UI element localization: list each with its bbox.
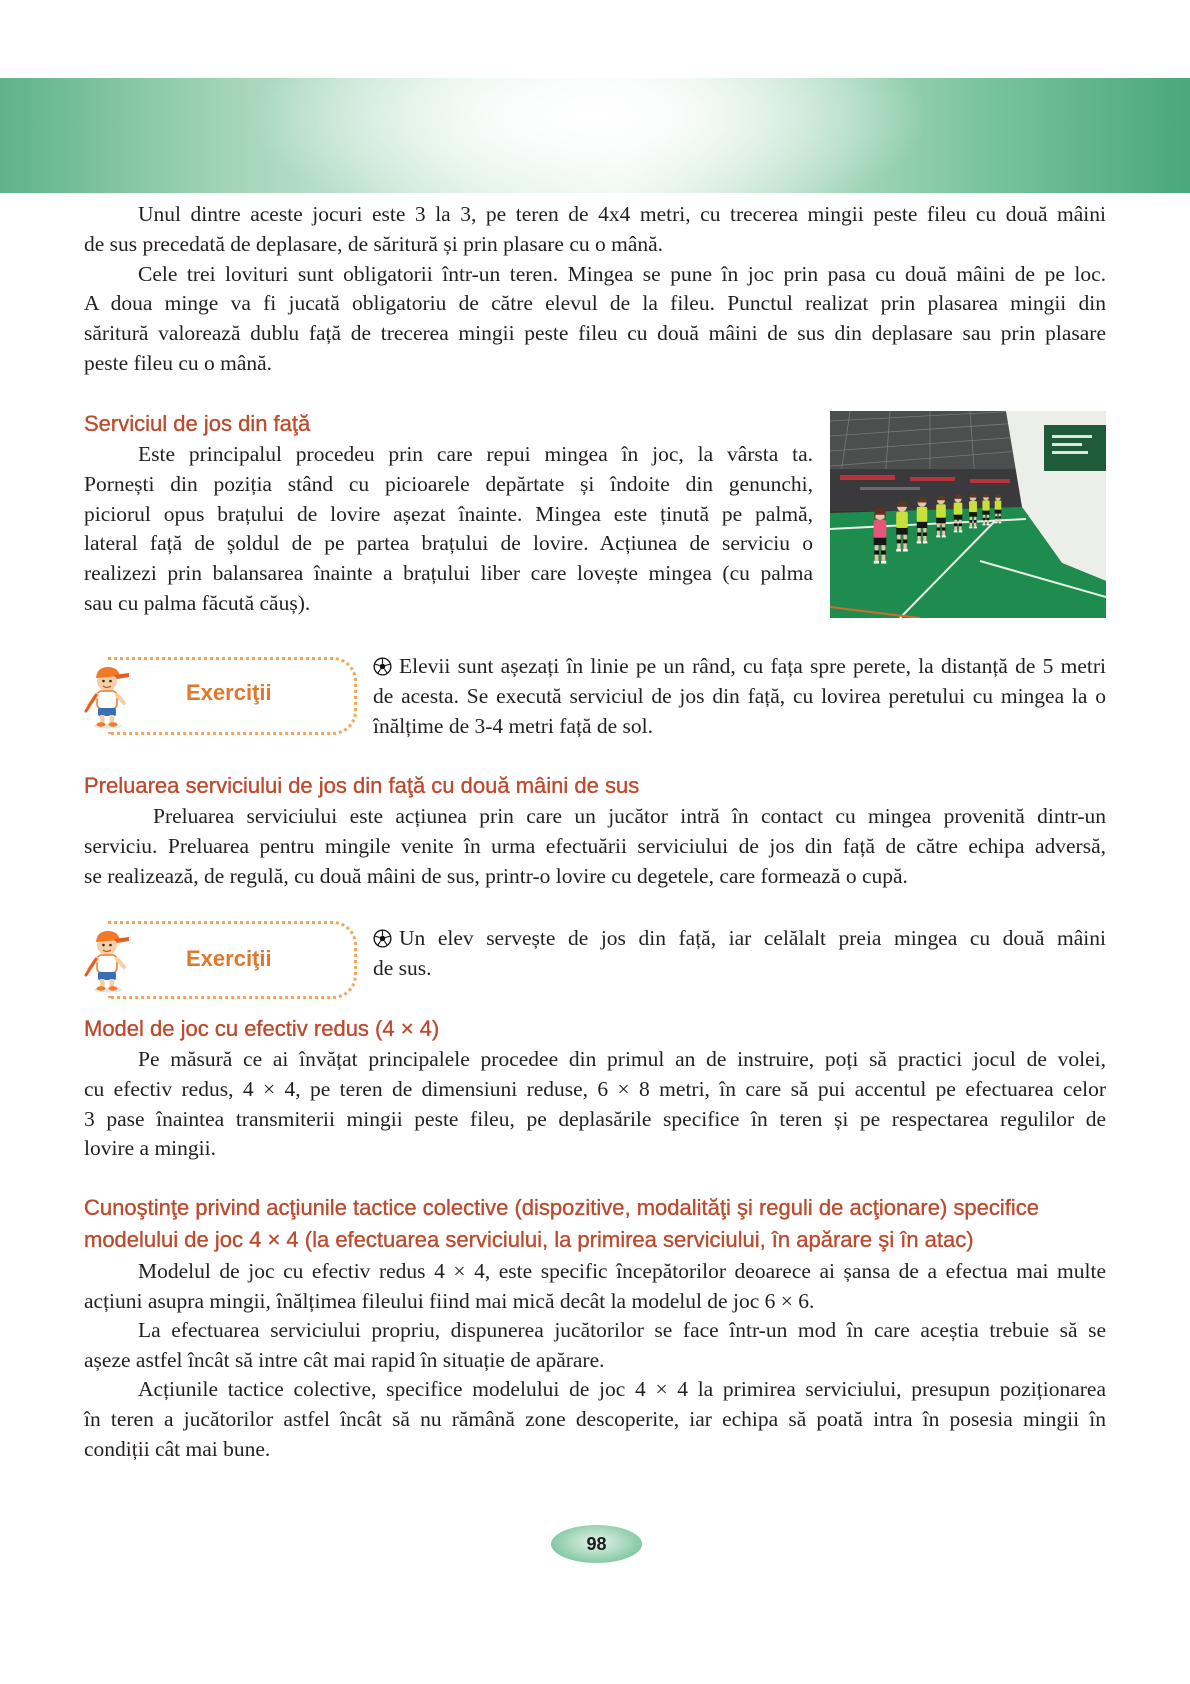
text-line: acțiuni asupra mingii, înălțimea fileului fiind mai mică decât la modelul de joc 6 × 6.: [84, 1288, 815, 1313]
boy-mascot-icon: [84, 923, 132, 993]
text-line: lovire a mingii.: [84, 1136, 216, 1161]
text-line: cu efectiv redus, 4 × 4, pe teren de dimensiuni reduse, 6 × 8 metri, în care să pui accentul pe efectuarea celor: [84, 1076, 1106, 1101]
text-line: A doua minge va fi jucată obligatoriu de către elevul de la fileu. Punctul realizat prin plasarea mingii din: [84, 291, 1106, 316]
exercise-2-text: [373, 924, 1106, 984]
text-line: se realizează, de regulă, cu două mâini de sus, printr-o lovire cu degetele, care formează o cupă.: [84, 863, 908, 888]
text-line: înălțime de 3-4 metri față de sol.: [373, 713, 654, 738]
text-line: condiții cât mai bune.: [84, 1436, 271, 1461]
exercise-label: Exerciţii: [186, 680, 272, 705]
boy-mascot-icon: [84, 659, 132, 729]
text-line: [373, 652, 1106, 682]
section-heading: Serviciul de jos din faţă: [84, 411, 311, 436]
text-line: în teren a jucătorilor astfel încât să nu rămână zone descoperite, iar echipa să poată intra în posesia mingii în: [84, 1406, 1106, 1431]
page-number: 98: [551, 1525, 642, 1563]
text-line: piciorul opus brațului de lovire așezat înainte. Mingea este ținută pe palmă,: [84, 501, 813, 526]
heading-line: modelului de joc 4 × 4 (la efectuarea serviciului, la primirea serviciului, în apărare şi în atac): [84, 1227, 974, 1252]
text-line: Pe măsură ce ai învățat principalele procedee din primul an de instruire, poți să practici jocul de volei,: [138, 1047, 1106, 1071]
section-heading: Preluarea serviciului de jos din faţă cu două mâini de sus: [84, 773, 640, 798]
header-band: [0, 78, 1190, 193]
text-line: Unul dintre aceste jocuri este 3 la 3, pe teren de 4x4 metri, cu trecerea mingii peste fileu cu două mâini: [138, 202, 1106, 226]
text-line: Pornești din poziția stând cu picioarele depărtate și îndoite din genunchi,: [84, 471, 813, 496]
text-line: realizezi prin balansarea înainte a brațului liber care lovește mingea (cu palma: [84, 561, 813, 586]
text-line: de sus precedată de deplasare, de săritură și prin plasare cu o mână.: [84, 231, 664, 256]
text-line: Este principalul procedeu prin care repui mingea în joc, la vârsta ta.: [138, 442, 813, 466]
intro-paragraphs: [84, 200, 1106, 379]
section-1-paragraph: [84, 440, 813, 619]
text-line: săritură valorează dublu față de trecerea mingii peste fileu cu două mâini de sus din deplasare sau prin plasare: [84, 321, 1106, 346]
photo-volleyball-practice: [830, 411, 1106, 618]
text-line: de acesta. Se execută serviciul de jos din față, cu lovirea peretului cu mingea la o: [373, 683, 1106, 708]
text-line: 3 pase înaintea transmiterii mingii peste fileu, pe deplasările specifice în teren și pe respectarea regulilor de: [84, 1106, 1106, 1131]
text-line: serviciu. Preluarea pentru mingile venite în urma efectuării serviciului de jos din față de către echipa adversă,: [84, 833, 1106, 858]
exercise-text: Un elev servește de jos din față, iar celălalt preia mingea cu două mâini: [399, 926, 1106, 950]
section-4-paragraphs: [84, 1257, 1106, 1464]
text-line: de sus.: [373, 955, 432, 980]
section-2-paragraph: [84, 802, 1106, 891]
text-line: Preluarea serviciului este acțiunea prin care un jucător intră în contact cu mingea provenită dintr-un: [153, 804, 1106, 828]
text-line: Acțiunile tactice colective, specifice modelului de joc 4 × 4 la primirea serviciului, presupun poziționarea: [138, 1377, 1106, 1402]
text-line: lateral față de șoldul de pe partea brațului de lovire. Acțiunea de serviciu o: [84, 531, 813, 556]
soccer-ball-icon: [373, 657, 392, 676]
text-line: Modelul de joc cu efectiv redus 4 × 4, este specific începătorilor deoarece ai șansa de a efectua mai multe: [138, 1259, 1106, 1283]
text-line: Cele trei lovituri sunt obligatorii într-un teren. Mingea se pune în joc prin pasa cu două mâini de pe loc.: [138, 261, 1106, 286]
text-line: [373, 924, 1106, 954]
exercise-1-text: [373, 652, 1106, 741]
exercise-label: Exerciţii: [186, 946, 272, 971]
soccer-ball-icon: [373, 929, 392, 948]
text-line: La efectuarea serviciului propriu, dispunerea jucătorilor se face într-un mod în care aceștia trebuie să se: [138, 1318, 1106, 1343]
section-heading: [84, 1192, 1039, 1256]
section-heading: Model de joc cu efectiv redus (4 × 4): [84, 1016, 440, 1041]
heading-line: Cunoştinţe privind acţiunile tactice colective (dispozitive, modalităţi şi reguli de acţionare) specifice: [84, 1195, 1040, 1220]
exercise-text: Elevii sunt așezați în linie pe un rând, cu fața spre perete, la distanță de 5 metri: [399, 654, 1106, 678]
text-line: peste fileu cu o mână.: [84, 350, 273, 375]
text-line: așeze astfel încât să intre cât mai rapid în situație de apărare.: [84, 1347, 605, 1372]
text-line: sau cu palma făcută căuș).: [84, 590, 311, 615]
section-3-paragraph: [84, 1045, 1106, 1164]
